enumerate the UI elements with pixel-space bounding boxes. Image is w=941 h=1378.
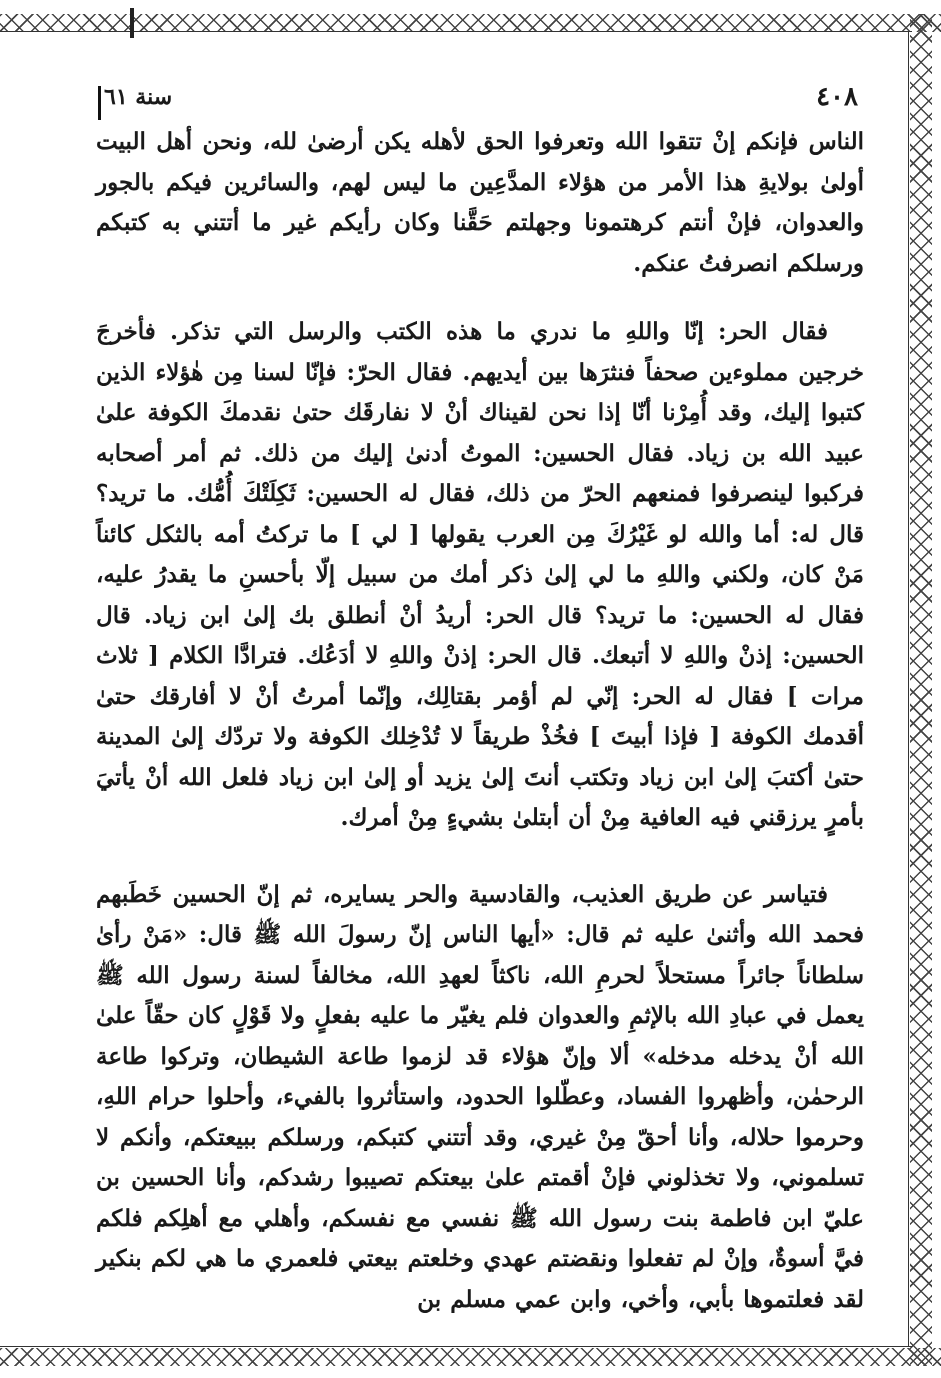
header-vertical-bar — [98, 86, 101, 120]
page-number: ٤٠٨ — [816, 82, 858, 112]
running-head-year: سنة ٦١ — [104, 84, 173, 110]
paragraph-2: فقال الحر: إنّا واللهِ ما ندري ما هذه الكتب والرسل التي تذكر. فأخرجَ خرجين مملوءين صحفاً فنثرَها بين أيديهم. فقال الحرّ: فإنّا لسنا مِن هٰؤلاء الذين كتبوا إليك، وقد أُمِرْنا أنّا إذا نحن لقيناك أنْ لا نفارقَك حتىٰ نقدمكَ الكوفة علىٰ عبيد الله بن زياد. فقال الحسين: الموتُ أدنىٰ إليك من ذلك. ثم أمر أصحابه فركبوا لينصرفوا فمنعهم الحرّ من ذلك، فقال له الحسين: ثَكِلَتْكَ أُمُّك. ما تريد؟ قال له: أما والله لو غَيْرُكَ مِن العرب يقولها [ لي ] ما تركتُ أمه بالثكل كائناً مَنْ كان، ولكني واللهِ ما لي إلىٰ ذكر أمك من سبيل إلّا بأحسنِ ما يقدرُ عليه، فقال له الحسين: ما تريد؟ قال الحر: أريدُ أنْ أنطلق بك إلىٰ ابن زياد. قال الحسين: إذنْ واللهِ لا أتبعك. قال الحر: إذنْ واللهِ لا أدَعُك. فترادَّا الكلام [ ثلاث مرات ] فقال له الحر: إنّي لم أؤمر بقتالِك، وإنّما أمرتُ أنْ لا أفارقك حتىٰ أقدمك الكوفة [ فإذا أبيتَ ] فخُذْ طريقاً لا تُدْخِلك الكوفة ولا تردّك إلىٰ المدينة حتىٰ أكتبَ إلىٰ ابن زياد وتكتب أنتَ إلىٰ يزيد أو إلىٰ ابن زياد فلعل الله أنْ يأتيَ بأمرٍ يرزقني فيه العافية مِنْ أن أبتلىٰ بشيءٍ مِنْ أمرك. — [96, 318, 864, 831]
right-border-rule — [908, 31, 909, 1347]
page-header — [98, 78, 858, 118]
top-ornamental-border — [0, 14, 941, 32]
page-body-text — [96, 122, 864, 1320]
bottom-border-rule — [0, 1346, 912, 1347]
top-border-rule — [0, 31, 912, 32]
paragraph-3: فتياسر عن طريق العذيب، والقادسية والحر يسايره، ثم إنّ الحسين خَطَبهم فحمد الله وأثنىٰ عليه ثم قال: «أيها الناس إنّ رسولَ الله ﷺ قال: «مَنْ رأىٰ سلطاناً جائراً مستحلاً لحرمِ الله، ناكثاً لعهدِ الله، مخالفاً لسنة رسول الله ﷺ يعمل في عبادِ الله بالإثمِ والعدوان فلم يغيّر ما عليه بفعلٍ ولا قَوْلٍ كان حقّاً علىٰ الله أنْ يدخله مدخله» ألا وإنّ هؤلاء قد لزموا طاعة الشيطان، وتركوا طاعة الرحمٰن، وأظهروا الفساد، وعطّلوا الحدود، واستأثروا بالفيء، وأحلوا حرام اللهِ، وحرموا حلاله، وأنا أحقّ مِنْ غيري، وقد أتتني كتبكم، ورسلكم ببيعتكم، وأنكم لا تسلموني، ولا تخذلوني فإنْ أقمتم علىٰ بيعتكم تصيبوا رشدكم، وأنا الحسين بن عليّ ابن فاطمة بنت رسول الله ﷺ نفسي مع نفسكم، وأهلي مع أهلِكم فلكم فيَّ أسوةٌ، وإنْ لم تفعلوا ونقضتم عهدي وخلعتم بيعتي فلعمري ما هي لكم بنكير لقد فعلتموها بأبي، وأخي، وابن عمي مسلم بن — [96, 880, 864, 1313]
paragraph-1: الناس فإنكم إنْ تتقوا الله وتعرفوا الحق لأهله يكن أرضىٰ لله، ونحن أهل البيت أولىٰ بولايةِ هذا الأمر من هؤلاء المدَّعِين ما ليس لهم، والسائرين فيكم بالجور والعدوان، فإنْ أنتم كرهتمونا وجهلتم حَقَّنا وكان رأيكم غير ما أتتني به كتبكم ورسلكم انصرفتُ عنكم. — [96, 128, 864, 277]
right-ornamental-border — [910, 14, 932, 1366]
crop-mark — [130, 8, 134, 38]
bottom-ornamental-border — [0, 1348, 941, 1366]
